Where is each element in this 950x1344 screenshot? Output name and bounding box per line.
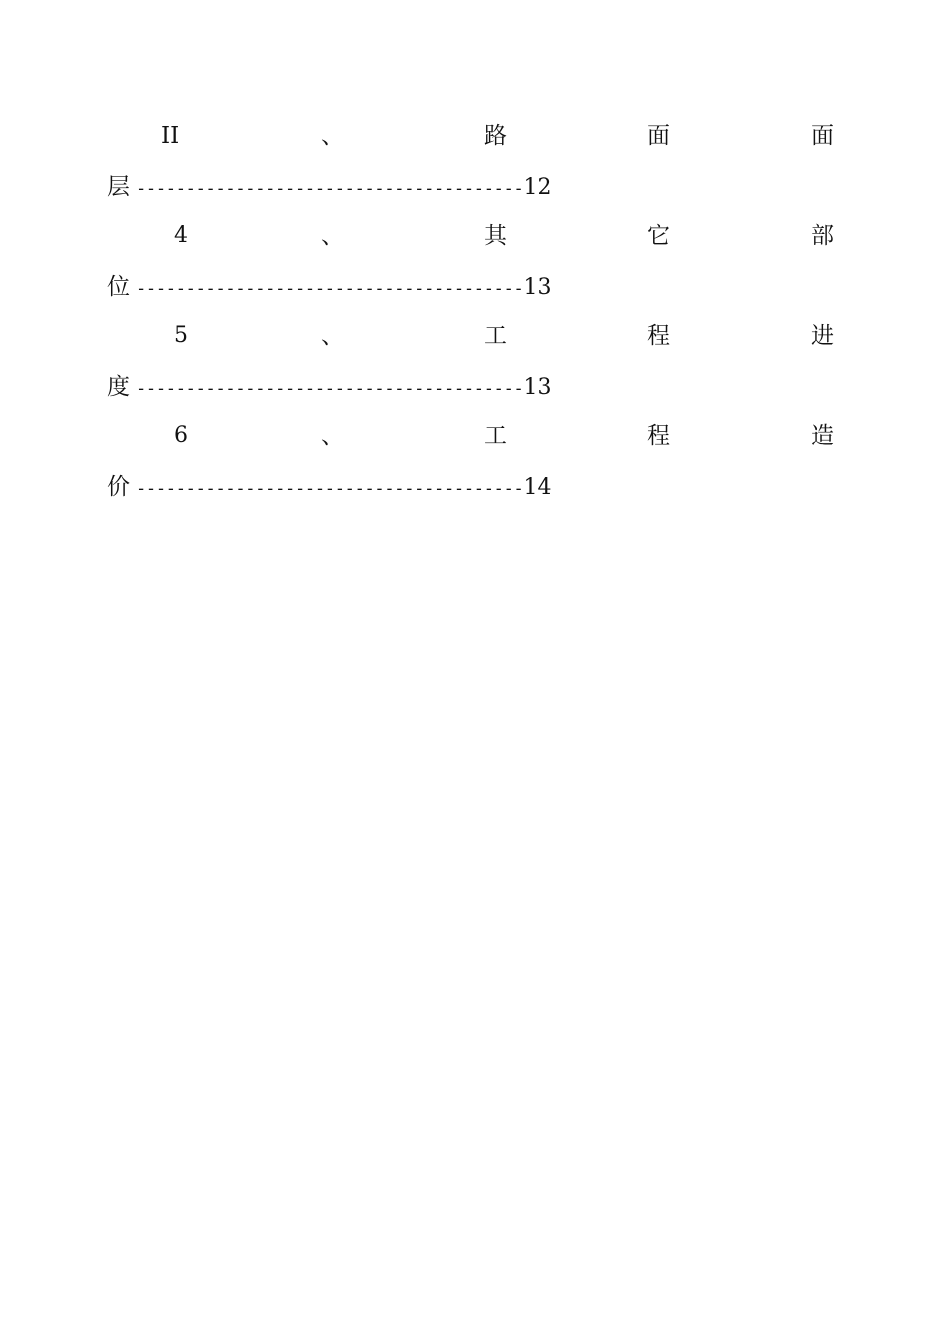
toc-entry-title-line xyxy=(107,412,835,462)
toc-entry-separator: 、 xyxy=(321,123,344,149)
toc-entry-separator: 、 xyxy=(321,223,344,249)
toc-entry-number: 6 xyxy=(174,423,188,448)
toc-entry-number: II xyxy=(161,123,180,149)
toc-entry-title-char: 进 xyxy=(811,323,834,349)
toc-entry-leader-line xyxy=(107,462,835,512)
toc-entry-separator: 、 xyxy=(321,423,344,449)
toc-entry-title-char: 面 xyxy=(647,123,670,149)
toc-entry-title-char: 部 xyxy=(811,223,834,249)
toc-entry[interactable] xyxy=(107,412,835,512)
toc-entry-separator: 、 xyxy=(321,323,344,349)
toc-dot-leader: --------------------------------------- xyxy=(136,479,524,499)
toc-entry-leader-line xyxy=(107,362,835,412)
toc-entry-title-line xyxy=(107,312,835,362)
toc-entry-title-char: 其 xyxy=(484,223,507,249)
toc-entry-title-char: 它 xyxy=(647,223,670,249)
toc-entry-title-char: 造 xyxy=(811,423,834,449)
toc-entry-leader-line xyxy=(107,162,835,212)
toc-entry[interactable] xyxy=(107,212,835,312)
toc-entry-title-char: 程 xyxy=(647,323,670,349)
toc-entry-number: 4 xyxy=(174,223,188,248)
toc-dot-leader: --------------------------------------- xyxy=(136,279,524,299)
toc-page-number: 13 xyxy=(523,375,552,400)
toc-entry-number: 5 xyxy=(174,323,188,348)
toc-dot-leader: --------------------------------------- xyxy=(136,179,524,199)
toc-entry-title-char: 价 xyxy=(107,474,130,500)
toc-entry-title-line xyxy=(107,112,835,162)
toc-entry-leader-line xyxy=(107,262,835,312)
toc-entry[interactable] xyxy=(107,312,835,412)
toc-entry-title-line xyxy=(107,212,835,262)
toc-entry-title-char: 程 xyxy=(647,423,670,449)
toc-entry-title-char: 工 xyxy=(484,323,507,349)
table-of-contents xyxy=(107,112,835,512)
toc-entry-title-char: 工 xyxy=(484,423,507,449)
toc-entry-title-char: 路 xyxy=(484,123,507,149)
toc-page-number: 14 xyxy=(523,475,552,500)
toc-page-number: 12 xyxy=(523,175,552,200)
toc-entry-title-char: 面 xyxy=(811,123,834,149)
toc-page-number: 13 xyxy=(523,275,552,300)
toc-entry-title-char: 位 xyxy=(107,274,130,300)
toc-entry[interactable] xyxy=(107,112,835,212)
toc-entry-title-char: 层 xyxy=(107,174,130,200)
toc-entry-title-char: 度 xyxy=(107,374,130,400)
toc-dot-leader: --------------------------------------- xyxy=(136,379,524,399)
